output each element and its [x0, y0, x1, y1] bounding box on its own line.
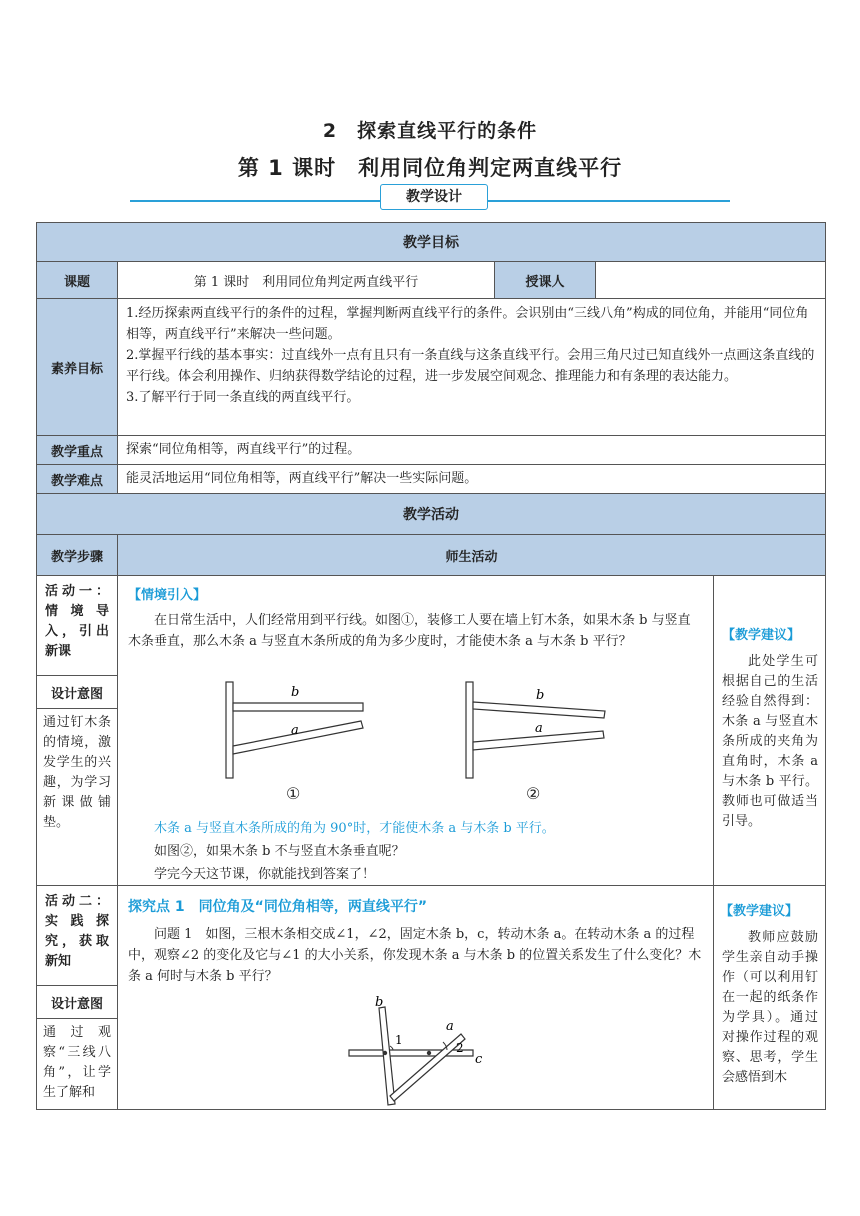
- activity2-heading: 探究点 1 同位角及“同位角相等，两直线平行”: [128, 899, 428, 915]
- activity2-suggestion: [713, 885, 826, 1110]
- activity1-answer: 木条 a 与竖直木条所成的角为 90°时，才能使木条 a 与木条 b 平行。: [154, 821, 555, 836]
- topic-label-text: 课题: [63, 274, 90, 290]
- topic-value-text: 第 1 课时 利用同位角判定两直线平行: [193, 274, 419, 290]
- key-value-text: 探索“同位角相等，两直线平行”的过程。: [126, 442, 361, 457]
- difficulty-label: [36, 464, 118, 494]
- difficulty-value-text: 能灵活地运用“同位角相等，两直线平行”解决一些实际问题。: [126, 471, 478, 486]
- activity1-name-text: 活动一：情境导入，引出新课: [45, 584, 109, 659]
- topic-label: [36, 261, 118, 299]
- fig2-label-a: a: [535, 721, 543, 736]
- fig1-label-a: a: [291, 723, 299, 738]
- teacher-label-text: 授课人: [525, 274, 565, 290]
- figure-1: [218, 676, 378, 800]
- fig1-label-b: b: [291, 685, 300, 700]
- activity2-design-label-text: 设计意图: [50, 996, 103, 1012]
- literacy-item: 3.了解平行于同一条直线的两直线平行。: [126, 390, 360, 405]
- literacy-label-text: 素养目标: [50, 361, 103, 377]
- activity1-para2: 如图②，如果木条 b 不与竖直木条垂直呢？: [154, 844, 405, 859]
- activity2-name: [36, 885, 118, 986]
- steps-label-text: 教学步骤: [50, 549, 103, 565]
- activity2-suggest-title: 【教学建议】: [720, 904, 799, 919]
- activity2-design-content: 通过观察“三线八角”，让学生了解和: [43, 1025, 111, 1100]
- fig3-label-b: b: [375, 996, 384, 1010]
- badge-banner: [130, 184, 730, 210]
- section-title: 2 探索直线平行的条件: [322, 120, 538, 142]
- activities-header: [36, 493, 826, 535]
- activity2-design-label: [36, 985, 118, 1019]
- activity1-suggest-text: 此处学生可根据自己的生活经验自然得到：木条 a 与竖直木条所成的夹角为直角时，木条 a 与木条 b 平行。教师也可做适当引导。: [722, 654, 818, 829]
- fig1-bar-b: [233, 703, 363, 711]
- activity1-design-text: [36, 708, 118, 886]
- activity2-question: 问题 1 如图，三根木条相交成∠1，∠2，固定木条 b，c，转动木条 a。在转动木条 a 的过程中，观察∠2 的变化及它与∠1 的大小关系，你发现木条 a 与木条 b 的位置关系发生了什么变化？木条 a 何时与木条 b 平行？: [128, 927, 702, 984]
- activity-label: [117, 534, 826, 576]
- activity1-heading: 【情境引入】: [128, 588, 207, 603]
- figure-1-label: ①: [286, 784, 301, 803]
- fig2-vertical-bar: [466, 682, 473, 778]
- topic-value: [117, 261, 495, 299]
- fig3-pin-2: [427, 1051, 431, 1055]
- literacy-item: 1.经历探索两直线平行的条件的过程，掌握判断两直线平行的条件。会识别由“三线八角”构成的同位角，并能用“同位角相等，两直线平行”来解决一些问题。: [126, 306, 809, 342]
- key-label-text: 教学重点: [50, 444, 103, 460]
- activity2-name-text: 活动二：实践探究，获取新知: [45, 894, 109, 969]
- teacher-label: [494, 261, 596, 299]
- activity2-suggest-text: 教师应鼓励学生亲自动手操作（可以利用钉在一起的纸条作为学具）。通过对操作过程的观察、思考，学生会感悟到木: [722, 930, 818, 1085]
- activity1-para1: 在日常生活中，人们经常用到平行线。如图①，装修工人要在墙上钉木条，如果木条 b 与竖直木条垂直，那么木条 a 与竖直木条所成的角为多少度时，才能使木条 a 与木条 b 平行？: [128, 613, 691, 649]
- fig1-vertical-bar: [226, 682, 233, 778]
- activity1-name: [36, 575, 118, 676]
- activity1-suggest-title: 【教学建议】: [722, 628, 801, 643]
- activity1-main: [117, 575, 714, 886]
- activity1-design-label-text: 设计意图: [50, 686, 103, 702]
- fig3-bar-c: [349, 1050, 473, 1056]
- lesson-title: 第 1 课时 利用同位角判定两直线平行: [237, 156, 623, 180]
- activity1-design-label: [36, 675, 118, 709]
- fig2-label-b: b: [536, 688, 545, 703]
- goals-header-text: 教学目标: [403, 235, 459, 251]
- figure-3: [343, 996, 513, 1111]
- literacy-label: [36, 298, 118, 436]
- fig3-label-c: c: [475, 1052, 483, 1067]
- fig2-bar-b: [473, 702, 605, 718]
- fig3-angle-2: 2: [456, 1041, 464, 1055]
- activity1-design-content: 通过钉木条的情境，激发学生的兴趣，为学习新课做铺垫。: [43, 715, 111, 830]
- fig3-label-a: a: [446, 1019, 454, 1034]
- key-value: [117, 435, 826, 465]
- teacher-value: [595, 261, 826, 299]
- activity1-suggestion: [713, 575, 826, 886]
- difficulty-value: [117, 464, 826, 494]
- fig3-angle-1: 1: [395, 1033, 403, 1047]
- literacy-content: [117, 298, 826, 436]
- design-badge: 教学设计: [380, 184, 488, 210]
- figure-2: [458, 676, 618, 800]
- steps-label: [36, 534, 118, 576]
- difficulty-label-text: 教学难点: [50, 473, 103, 489]
- activity1-para3: 学完今天这节课，你就能找到答案了！: [154, 867, 376, 882]
- key-label: [36, 435, 118, 465]
- activities-header-text: 教学活动: [403, 507, 459, 523]
- literacy-item: 2.掌握平行线的基本事实：过直线外一点有且只有一条直线与这条直线平行。会用三角尺过已知直线外一点画这条直线的平行线。体会利用操作、归纳获得数学结论的过程，进一步发展空间观念、推理能力和有条理的表达能力。: [126, 348, 815, 384]
- figure-2-label: ②: [526, 784, 541, 803]
- fig3-pin-1: [383, 1051, 387, 1055]
- activity2-main: [117, 885, 714, 1110]
- activity-label-text: 师生活动: [445, 549, 498, 565]
- goals-header: [36, 222, 826, 262]
- activity2-design-text: [36, 1018, 118, 1110]
